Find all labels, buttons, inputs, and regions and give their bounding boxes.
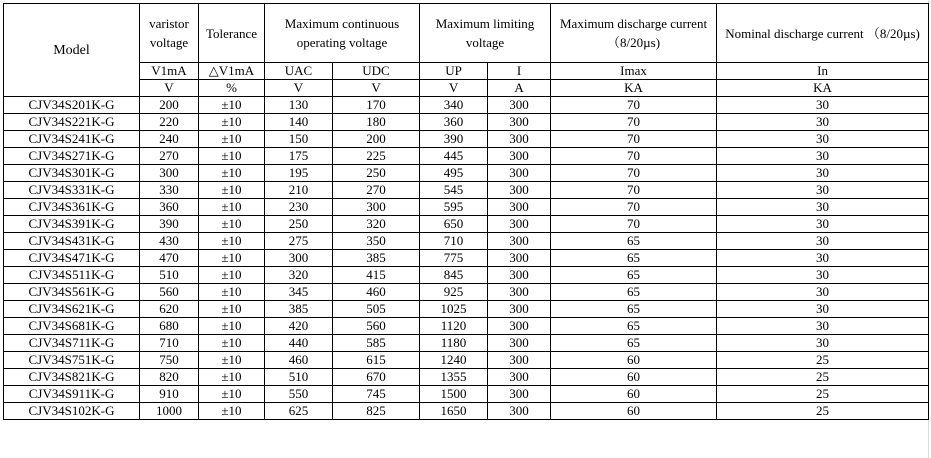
value-cell: ±10 (199, 114, 265, 131)
unit-cell: V (265, 80, 333, 97)
value-cell: 300 (488, 284, 551, 301)
table-row (4, 182, 929, 199)
value-cell: 300 (488, 267, 551, 284)
value-cell: 615 (333, 352, 420, 369)
value-cell: 30 (717, 335, 929, 352)
value-cell: 270 (333, 182, 420, 199)
value-cell: ±10 (199, 267, 265, 284)
value-cell: 460 (265, 352, 333, 369)
model-cell: CJV34S201K-G (4, 97, 140, 114)
value-cell: 545 (420, 182, 488, 199)
value-cell: 65 (551, 267, 717, 284)
model-cell: CJV34S221K-G (4, 114, 140, 131)
value-cell: 175 (265, 148, 333, 165)
value-cell: 595 (420, 199, 488, 216)
value-cell: 385 (333, 250, 420, 267)
value-cell: 625 (265, 403, 333, 420)
value-cell: 200 (140, 97, 199, 114)
value-cell: ±10 (199, 165, 265, 182)
value-cell: 30 (717, 318, 929, 335)
value-cell: 25 (717, 403, 929, 420)
value-cell: 1650 (420, 403, 488, 420)
value-cell: 130 (265, 97, 333, 114)
value-cell: 350 (333, 233, 420, 250)
symbol-cell: V1mA (140, 63, 199, 80)
value-cell: ±10 (199, 284, 265, 301)
value-cell: 30 (717, 284, 929, 301)
value-cell: 300 (488, 403, 551, 420)
header-tolerance: Tolerance (199, 4, 265, 63)
value-cell: 1000 (140, 403, 199, 420)
value-cell: 470 (140, 250, 199, 267)
value-cell: 25 (717, 369, 929, 386)
value-cell: 385 (265, 301, 333, 318)
value-cell: 230 (265, 199, 333, 216)
unit-cell: % (199, 80, 265, 97)
value-cell: 30 (717, 199, 929, 216)
value-cell: 30 (717, 182, 929, 199)
value-cell: 65 (551, 284, 717, 301)
value-cell: 510 (140, 267, 199, 284)
value-cell: ±10 (199, 301, 265, 318)
varistor-spec-table (3, 3, 929, 420)
value-cell: 845 (420, 267, 488, 284)
value-cell: 300 (488, 233, 551, 250)
table-row (4, 335, 929, 352)
table-row (4, 131, 929, 148)
value-cell: 320 (265, 267, 333, 284)
model-cell: CJV34S331K-G (4, 182, 140, 199)
value-cell: 910 (140, 386, 199, 403)
value-cell: 30 (717, 148, 929, 165)
symbol-cell: I (488, 63, 551, 80)
table-row (4, 148, 929, 165)
value-cell: 1355 (420, 369, 488, 386)
table-row (4, 250, 929, 267)
value-cell: 1240 (420, 352, 488, 369)
value-cell: 340 (420, 97, 488, 114)
model-cell: CJV34S681K-G (4, 318, 140, 335)
table-row (4, 114, 929, 131)
model-cell: CJV34S391K-G (4, 216, 140, 233)
value-cell: 300 (488, 335, 551, 352)
model-cell: CJV34S711K-G (4, 335, 140, 352)
value-cell: 65 (551, 318, 717, 335)
value-cell: 65 (551, 233, 717, 250)
value-cell: ±10 (199, 403, 265, 420)
value-cell: 300 (488, 301, 551, 318)
value-cell: 300 (488, 199, 551, 216)
value-cell: 30 (717, 114, 929, 131)
value-cell: 25 (717, 352, 929, 369)
value-cell: 330 (140, 182, 199, 199)
value-cell: 195 (265, 165, 333, 182)
model-cell: CJV34S102K-G (4, 403, 140, 420)
value-cell: 650 (420, 216, 488, 233)
value-cell: 250 (265, 216, 333, 233)
value-cell: 320 (333, 216, 420, 233)
value-cell: 300 (140, 165, 199, 182)
value-cell: ±10 (199, 97, 265, 114)
model-cell: CJV34S241K-G (4, 131, 140, 148)
value-cell: ±10 (199, 318, 265, 335)
table-row (4, 216, 929, 233)
value-cell: 65 (551, 250, 717, 267)
value-cell: 70 (551, 114, 717, 131)
value-cell: 560 (140, 284, 199, 301)
value-cell: ±10 (199, 369, 265, 386)
value-cell: 620 (140, 301, 199, 318)
value-cell: 300 (488, 250, 551, 267)
value-cell: 560 (333, 318, 420, 335)
value-cell: 505 (333, 301, 420, 318)
value-cell: 300 (488, 97, 551, 114)
value-cell: 300 (488, 165, 551, 182)
value-cell: 25 (717, 386, 929, 403)
value-cell: 300 (488, 182, 551, 199)
value-cell: 30 (717, 233, 929, 250)
value-cell: 300 (488, 148, 551, 165)
model-cell: CJV34S511K-G (4, 267, 140, 284)
symbol-cell: △V1mA (199, 63, 265, 80)
value-cell: 460 (333, 284, 420, 301)
value-cell: 30 (717, 301, 929, 318)
model-cell: CJV34S431K-G (4, 233, 140, 250)
symbol-cell: UP (420, 63, 488, 80)
value-cell: 70 (551, 182, 717, 199)
value-cell: 70 (551, 199, 717, 216)
value-cell: 270 (140, 148, 199, 165)
value-cell: 225 (333, 148, 420, 165)
value-cell: 250 (333, 165, 420, 182)
value-cell: ±10 (199, 148, 265, 165)
value-cell: 300 (488, 216, 551, 233)
value-cell: 300 (488, 352, 551, 369)
value-cell: 345 (265, 284, 333, 301)
model-cell: CJV34S471K-G (4, 250, 140, 267)
value-cell: ±10 (199, 182, 265, 199)
model-cell: CJV34S271K-G (4, 148, 140, 165)
model-cell: CJV34S821K-G (4, 369, 140, 386)
symbol-cell: Imax (551, 63, 717, 80)
model-cell: CJV34S361K-G (4, 199, 140, 216)
value-cell: 420 (265, 318, 333, 335)
table-row (4, 369, 929, 386)
value-cell: 200 (333, 131, 420, 148)
value-cell: ±10 (199, 131, 265, 148)
header-nominal-discharge-current: Nominal discharge current （8/20µs) (717, 4, 929, 63)
value-cell: 550 (265, 386, 333, 403)
unit-cell: KA (717, 80, 929, 97)
value-cell: 825 (333, 403, 420, 420)
model-cell: CJV34S301K-G (4, 165, 140, 182)
value-cell: 60 (551, 369, 717, 386)
symbol-cell: UAC (265, 63, 333, 80)
value-cell: 30 (717, 165, 929, 182)
value-cell: 180 (333, 114, 420, 131)
value-cell: 60 (551, 386, 717, 403)
value-cell: 680 (140, 318, 199, 335)
header-max-continuous-voltage: Maximum continuous operating voltage (265, 4, 420, 63)
value-cell: 70 (551, 131, 717, 148)
unit-cell: V (140, 80, 199, 97)
value-cell: 445 (420, 148, 488, 165)
table-row (4, 233, 929, 250)
unit-cell: V (420, 80, 488, 97)
value-cell: 820 (140, 369, 199, 386)
value-cell: 30 (717, 216, 929, 233)
table-row (4, 403, 929, 420)
value-cell: 60 (551, 352, 717, 369)
value-cell: ±10 (199, 335, 265, 352)
table-row (4, 386, 929, 403)
value-cell: ±10 (199, 352, 265, 369)
value-cell: 775 (420, 250, 488, 267)
header-model: Model (4, 4, 140, 97)
value-cell: 60 (551, 403, 717, 420)
value-cell: 300 (488, 114, 551, 131)
table-row (4, 267, 929, 284)
table-row (4, 352, 929, 369)
model-cell: CJV34S561K-G (4, 284, 140, 301)
table-row (4, 284, 929, 301)
unit-cell: KA (551, 80, 717, 97)
model-cell: CJV34S751K-G (4, 352, 140, 369)
unit-cell: A (488, 80, 551, 97)
value-cell: 70 (551, 148, 717, 165)
value-cell: 140 (265, 114, 333, 131)
model-cell: CJV34S621K-G (4, 301, 140, 318)
value-cell: ±10 (199, 233, 265, 250)
value-cell: 300 (488, 131, 551, 148)
table-row (4, 199, 929, 216)
value-cell: 1025 (420, 301, 488, 318)
value-cell: 745 (333, 386, 420, 403)
value-cell: 70 (551, 165, 717, 182)
value-cell: 710 (420, 233, 488, 250)
value-cell: 30 (717, 97, 929, 114)
value-cell: 440 (265, 335, 333, 352)
table-row (4, 97, 929, 114)
table-row (4, 165, 929, 182)
table-row (4, 301, 929, 318)
value-cell: ±10 (199, 250, 265, 267)
value-cell: 30 (717, 131, 929, 148)
value-cell: 415 (333, 267, 420, 284)
value-cell: 390 (140, 216, 199, 233)
value-cell: 360 (140, 199, 199, 216)
value-cell: 30 (717, 267, 929, 284)
value-cell: 670 (333, 369, 420, 386)
value-cell: 275 (265, 233, 333, 250)
value-cell: 925 (420, 284, 488, 301)
symbol-cell: UDC (333, 63, 420, 80)
value-cell: 300 (265, 250, 333, 267)
value-cell: 300 (488, 318, 551, 335)
value-cell: 65 (551, 301, 717, 318)
value-cell: 1180 (420, 335, 488, 352)
value-cell: 300 (488, 369, 551, 386)
table-body (4, 97, 929, 420)
symbol-cell: In (717, 63, 929, 80)
value-cell: 210 (265, 182, 333, 199)
header-varistor-voltage: varistor voltage (140, 4, 199, 63)
value-cell: 390 (420, 131, 488, 148)
value-cell: 150 (265, 131, 333, 148)
value-cell: 240 (140, 131, 199, 148)
value-cell: 710 (140, 335, 199, 352)
value-cell: 1500 (420, 386, 488, 403)
value-cell: 360 (420, 114, 488, 131)
value-cell: 65 (551, 335, 717, 352)
value-cell: 300 (333, 199, 420, 216)
unit-cell: V (333, 80, 420, 97)
value-cell: 30 (717, 250, 929, 267)
header-max-limiting-voltage: Maximum limiting voltage (420, 4, 551, 63)
value-cell: 750 (140, 352, 199, 369)
value-cell: 70 (551, 97, 717, 114)
value-cell: ±10 (199, 216, 265, 233)
model-cell: CJV34S911K-G (4, 386, 140, 403)
value-cell: 300 (488, 386, 551, 403)
table-row (4, 318, 929, 335)
value-cell: 70 (551, 216, 717, 233)
header-max-discharge-current: Maximum discharge current （8/20µs) (551, 4, 717, 63)
value-cell: ±10 (199, 386, 265, 403)
value-cell: 430 (140, 233, 199, 250)
value-cell: 495 (420, 165, 488, 182)
value-cell: 170 (333, 97, 420, 114)
value-cell: 1120 (420, 318, 488, 335)
value-cell: 510 (265, 369, 333, 386)
value-cell: 585 (333, 335, 420, 352)
value-cell: 220 (140, 114, 199, 131)
value-cell: ±10 (199, 199, 265, 216)
